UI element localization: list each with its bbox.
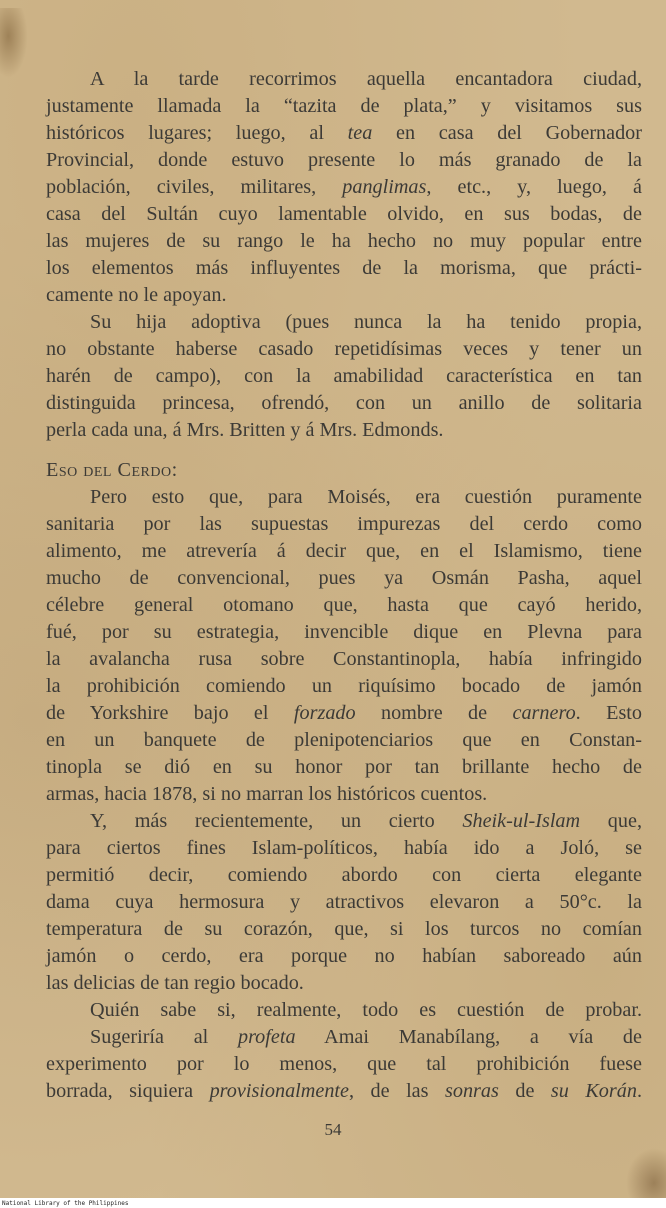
text-line — [46, 228, 642, 255]
italic-run: provisionalmente — [209, 1080, 349, 1102]
text-run: tinopla se dió en su honor por tan brillante hecho de — [46, 756, 642, 778]
text-line — [46, 862, 642, 889]
text-line — [46, 673, 642, 700]
text-line — [46, 174, 642, 201]
text-line — [46, 282, 642, 309]
text-line — [46, 754, 642, 781]
italic-run: tea — [347, 122, 373, 144]
text-run: Y, más recientemente, un cierto — [90, 810, 463, 832]
text-run: los elementos más influyentes de la morisma, que prácti- — [46, 257, 642, 279]
text-run: Sugeriría al — [90, 1026, 238, 1048]
text-run: . Esto — [575, 702, 642, 724]
page-stain — [0, 8, 28, 78]
text-line — [46, 538, 642, 565]
text-run: Amai Manabílang, a vía de — [295, 1026, 642, 1048]
text-run: nombre de — [355, 702, 513, 724]
text-run: armas, hacia 1878, si no marran los históricos cuentos. — [46, 783, 488, 805]
text-run: en casa del Gobernador — [372, 122, 642, 144]
text-run: A la tarde recorrimos aquella encantadora ciudad, — [90, 68, 642, 90]
text-run: Quién sabe si, realmente, todo es cuestión de probar. — [90, 999, 642, 1021]
text-line — [46, 66, 642, 93]
text-run: la avalancha rusa sobre Constantinopla, había infringido — [46, 648, 642, 670]
italic-run: carnero — [512, 702, 576, 724]
text-line — [46, 511, 642, 538]
text-line — [46, 93, 642, 120]
text-line — [46, 835, 642, 862]
text-line — [46, 336, 642, 363]
text-line — [46, 727, 642, 754]
text-line — [46, 417, 642, 444]
text-run: Su hija adoptiva (pues nunca la ha tenido propia, — [90, 311, 642, 333]
text-line — [46, 255, 642, 282]
text-line — [46, 808, 642, 835]
text-line — [46, 1078, 642, 1105]
text-run: Provincial, donde estuvo presente lo más granado de la — [46, 149, 642, 171]
text-line — [46, 916, 642, 943]
text-run: de Yorkshire bajo el — [46, 702, 294, 724]
text-line — [46, 619, 642, 646]
text-run: no obstante haberse casado repetidísimas veces y tener un — [46, 338, 642, 360]
italic-run: su Korán — [550, 1080, 637, 1102]
text-line — [46, 484, 642, 511]
text-line — [46, 147, 642, 174]
text-run: fué, por su estrategia, invencible dique en Plevna para — [46, 621, 642, 643]
section-heading — [46, 457, 642, 484]
text-line — [46, 970, 642, 997]
text-line — [46, 309, 642, 336]
text-run: , etc., y, luego, á — [426, 176, 642, 198]
text-run: camente no le apoyan. — [46, 284, 227, 306]
text-run: perla cada una, á Mrs. Britten y á Mrs. Edmonds. — [46, 419, 444, 441]
text-run: célebre general otomano que, hasta que cayó herido, — [46, 594, 642, 616]
text-line — [46, 363, 642, 390]
body-text — [46, 66, 642, 1105]
page-stain — [626, 1148, 666, 1198]
italic-run: profeta — [237, 1026, 296, 1048]
text-run: jamón o cerdo, era porque no habían saboreado aún — [46, 945, 642, 967]
text-run: borrada, siquiera — [46, 1080, 210, 1102]
paragraph-gap — [46, 444, 642, 457]
text-line — [46, 997, 642, 1024]
text-line — [46, 646, 642, 673]
text-line — [46, 943, 642, 970]
italic-run: forzado — [293, 702, 356, 724]
text-line — [46, 1024, 642, 1051]
italic-run: sonras — [445, 1080, 499, 1102]
text-line — [46, 1051, 642, 1078]
text-run: históricos lugares; luego, al — [46, 122, 348, 144]
text-run: alimento, me atrevería á decir que, en el Islamismo, tiene — [46, 540, 642, 562]
text-run: temperatura de su corazón, que, si los turcos no comían — [46, 918, 642, 940]
text-run: mucho de convencional, pues ya Osmán Pasha, aquel — [46, 567, 642, 589]
text-run: distinguida princesa, ofrendó, con un anillo de solitaria — [46, 392, 642, 414]
text-line — [46, 592, 642, 619]
text-line — [46, 781, 642, 808]
text-run: . — [636, 1080, 642, 1102]
text-run: las delicias de tan regio bocado. — [46, 972, 304, 994]
text-run: Pero esto que, para Moisés, era cuestión puramente — [90, 486, 642, 508]
text-run: en un banquete de plenipotenciarios que en Constan- — [46, 729, 642, 751]
page-number: 54 — [324, 1120, 342, 1139]
text-run: que, — [580, 810, 642, 832]
text-run: las mujeres de su rango le ha hecho no muy popular entre — [46, 230, 642, 252]
text-run: permitió decir, comiendo abordo con cierta elegante — [46, 864, 642, 886]
text-run: población, civiles, militares, — [46, 176, 343, 198]
text-line — [46, 565, 642, 592]
text-line — [46, 889, 642, 916]
text-run: de — [498, 1080, 551, 1102]
text-line — [46, 120, 642, 147]
text-run: dama cuya hermosura y atractivos elevaron a 50°c. la — [46, 891, 642, 913]
text-line — [46, 201, 642, 228]
text-run: para ciertos fines Islam-políticos, había ido a Joló, se — [46, 837, 642, 859]
library-watermark: National Library of the Philippines — [2, 1200, 129, 1207]
text-run: sanitaria por las supuestas impurezas del cerdo como — [46, 513, 642, 535]
text-run: la prohibición comiendo un riquísimo bocado de jamón — [46, 675, 642, 697]
italic-run: panglimas — [342, 176, 427, 198]
text-run: experimento por lo menos, que tal prohibición fuese — [46, 1053, 642, 1075]
text-run: casa del Sultán cuyo lamentable olvido, en sus bodas, de — [46, 203, 642, 225]
text-line — [46, 700, 642, 727]
text-line — [46, 390, 642, 417]
text-run: Eso del Cerdo: — [46, 459, 178, 481]
text-run: justamente llamada la “tazita de plata,” y visitamos sus — [46, 95, 642, 117]
text-run: , de las — [349, 1080, 445, 1102]
text-run: harén de campo), con la amabilidad característica en tan — [46, 365, 642, 387]
italic-run: Sheik-ul-Islam — [462, 810, 581, 832]
